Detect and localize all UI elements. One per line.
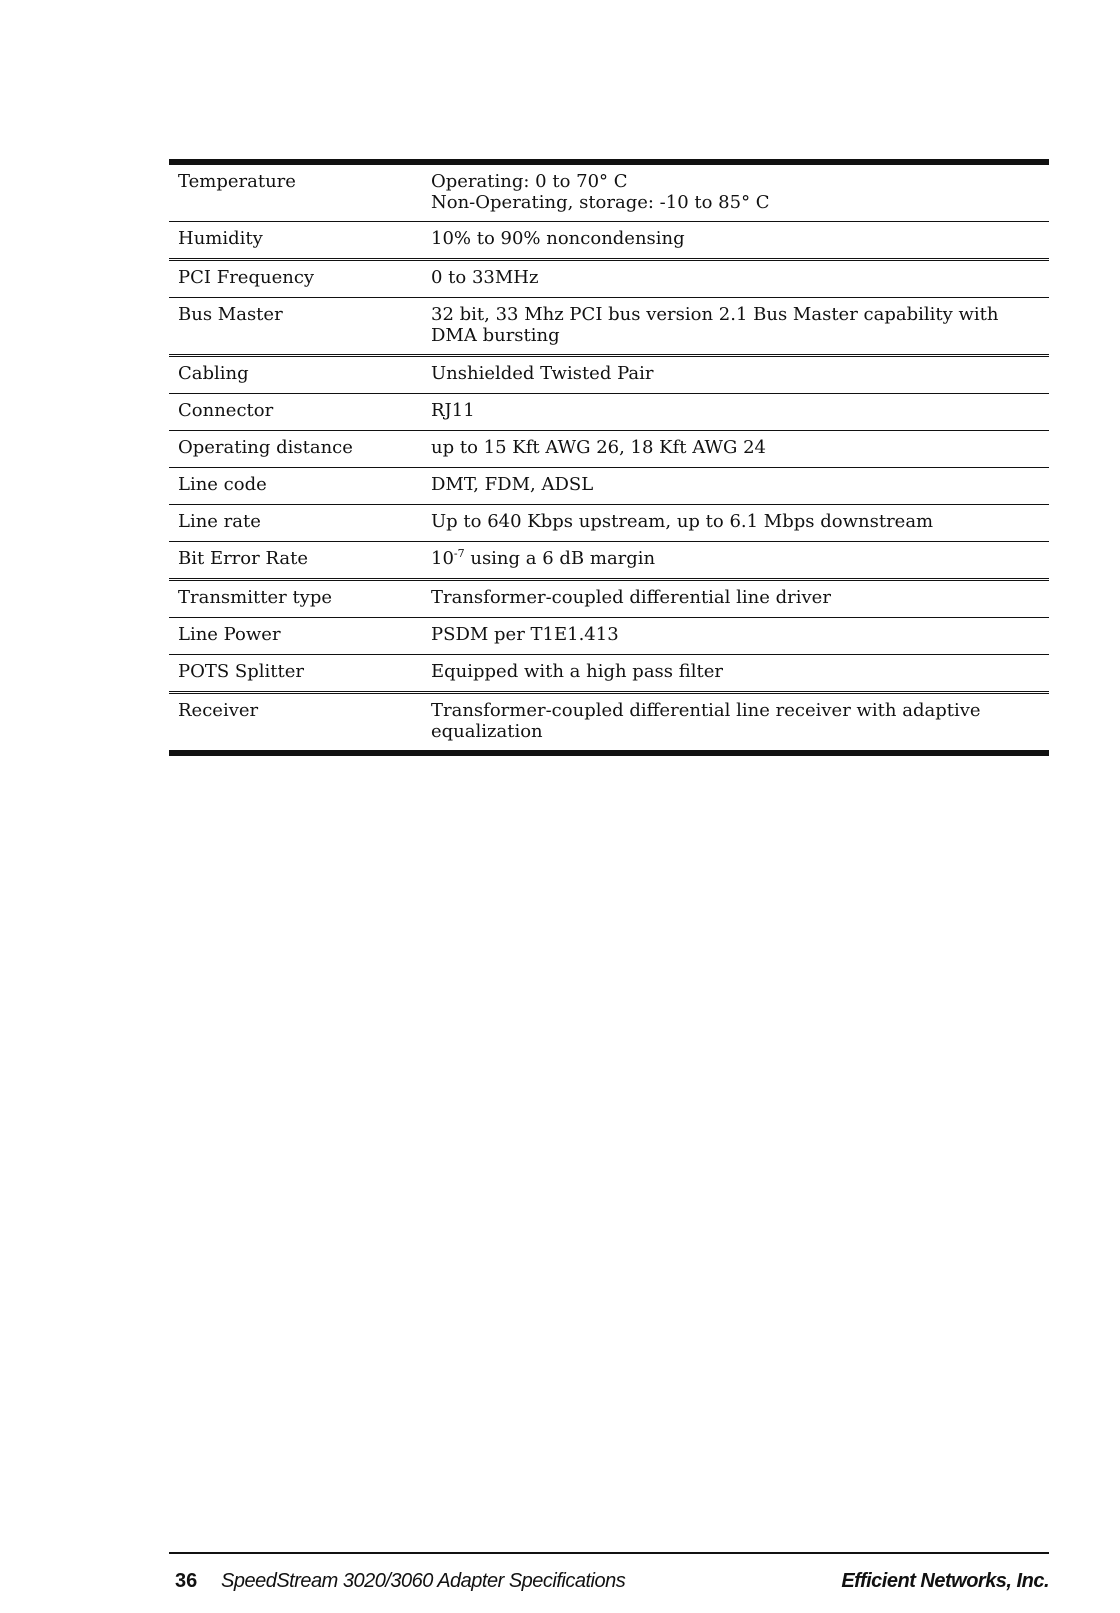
- spec-value-line: 32 bit, 33 Mhz PCI bus version 2.1 Bus Master capability with: [431, 304, 999, 325]
- spec-value-line: Transformer-coupled differential line receiver with adaptive: [431, 700, 981, 721]
- spec-value-line: up to 15 Kft AWG 26, 18 Kft AWG 24: [431, 437, 767, 458]
- spec-row-connector: [169, 393, 1049, 430]
- spec-value-line: DMA bursting: [431, 325, 560, 346]
- spec-label: POTS Splitter: [178, 661, 305, 682]
- spec-value: [431, 700, 1049, 742]
- spec-row-temperature: [169, 165, 1049, 221]
- company-name: Efficient Networks, Inc.: [841, 1570, 1049, 1592]
- spec-label: Operating distance: [178, 437, 353, 458]
- spec-value: [431, 437, 1049, 459]
- spec-value: [431, 661, 1049, 683]
- spec-value-line: Non-Operating, storage: -10 to 85° C: [431, 192, 770, 213]
- document-title: SpeedStream 3020/3060 Adapter Specifications: [221, 1570, 626, 1592]
- spec-row-line-rate: [169, 504, 1049, 541]
- spec-value: [431, 511, 1049, 533]
- spec-label: Line Power: [178, 624, 281, 645]
- spec-row-operating-distance: [169, 430, 1049, 467]
- spec-row-transmitter-type: [169, 578, 1049, 617]
- spec-row-line-code: [169, 467, 1049, 504]
- ber-base: 10: [431, 548, 454, 569]
- spec-value-line: PSDM per T1E1.413: [431, 624, 619, 645]
- spec-label: Transmitter type: [178, 587, 333, 608]
- spec-row-cabling: [169, 354, 1049, 393]
- spec-value: [431, 548, 1049, 570]
- spec-value-line: Operating: 0 to 70° C: [431, 171, 628, 192]
- spec-value: [431, 400, 1049, 422]
- page-number: 36: [175, 1570, 198, 1592]
- spec-value: [431, 171, 1049, 213]
- spec-row-bit-error-rate: [169, 541, 1049, 578]
- spec-row-pci-frequency: [169, 258, 1049, 297]
- footer-divider: [169, 1552, 1049, 1554]
- spec-value-line: Unshielded Twisted Pair: [431, 363, 654, 384]
- spec-label: Bit Error Rate: [178, 548, 309, 569]
- spec-value-line: DMT, FDM, ADSL: [431, 474, 594, 495]
- spec-row-bus-master: [169, 297, 1049, 354]
- spec-value: [431, 587, 1049, 609]
- spec-value: [431, 363, 1049, 385]
- spec-label: Connector: [178, 400, 274, 421]
- spec-value-line: [431, 548, 1035, 569]
- ber-rest: using a 6 dB margin: [464, 548, 656, 569]
- spec-label: Bus Master: [178, 304, 283, 325]
- spec-label: Temperature: [178, 171, 296, 192]
- spec-value: [431, 474, 1049, 496]
- spec-label: PCI Frequency: [178, 267, 315, 288]
- spec-value: [431, 624, 1049, 646]
- spec-label: Receiver: [178, 700, 259, 721]
- spec-label: Line code: [178, 474, 267, 495]
- spec-label: Cabling: [178, 363, 249, 384]
- spec-value-line: Transformer-coupled differential line driver: [431, 587, 831, 608]
- spec-row-receiver: [169, 691, 1049, 750]
- spec-row-humidity: [169, 221, 1049, 258]
- spec-value-line: equalization: [431, 721, 543, 742]
- spec-value-line: Up to 640 Kbps upstream, up to 6.1 Mbps downstream: [431, 511, 934, 532]
- ber-exponent: -7: [453, 547, 465, 560]
- page-footer: [169, 1570, 1049, 1596]
- spec-table: [169, 159, 1049, 756]
- spec-value-line: 0 to 33MHz: [431, 267, 539, 288]
- spec-value-line: RJ11: [431, 400, 475, 421]
- spec-row-line-power: [169, 617, 1049, 654]
- spec-value: [431, 267, 1049, 289]
- spec-label: Humidity: [178, 228, 263, 249]
- spec-label: Line rate: [178, 511, 261, 532]
- spec-row-pots-splitter: [169, 654, 1049, 691]
- spec-value: [431, 304, 1049, 346]
- spec-value-line: 10% to 90% noncondensing: [431, 228, 685, 249]
- spec-value: [431, 228, 1049, 250]
- spec-value-line: Equipped with a high pass filter: [431, 661, 724, 682]
